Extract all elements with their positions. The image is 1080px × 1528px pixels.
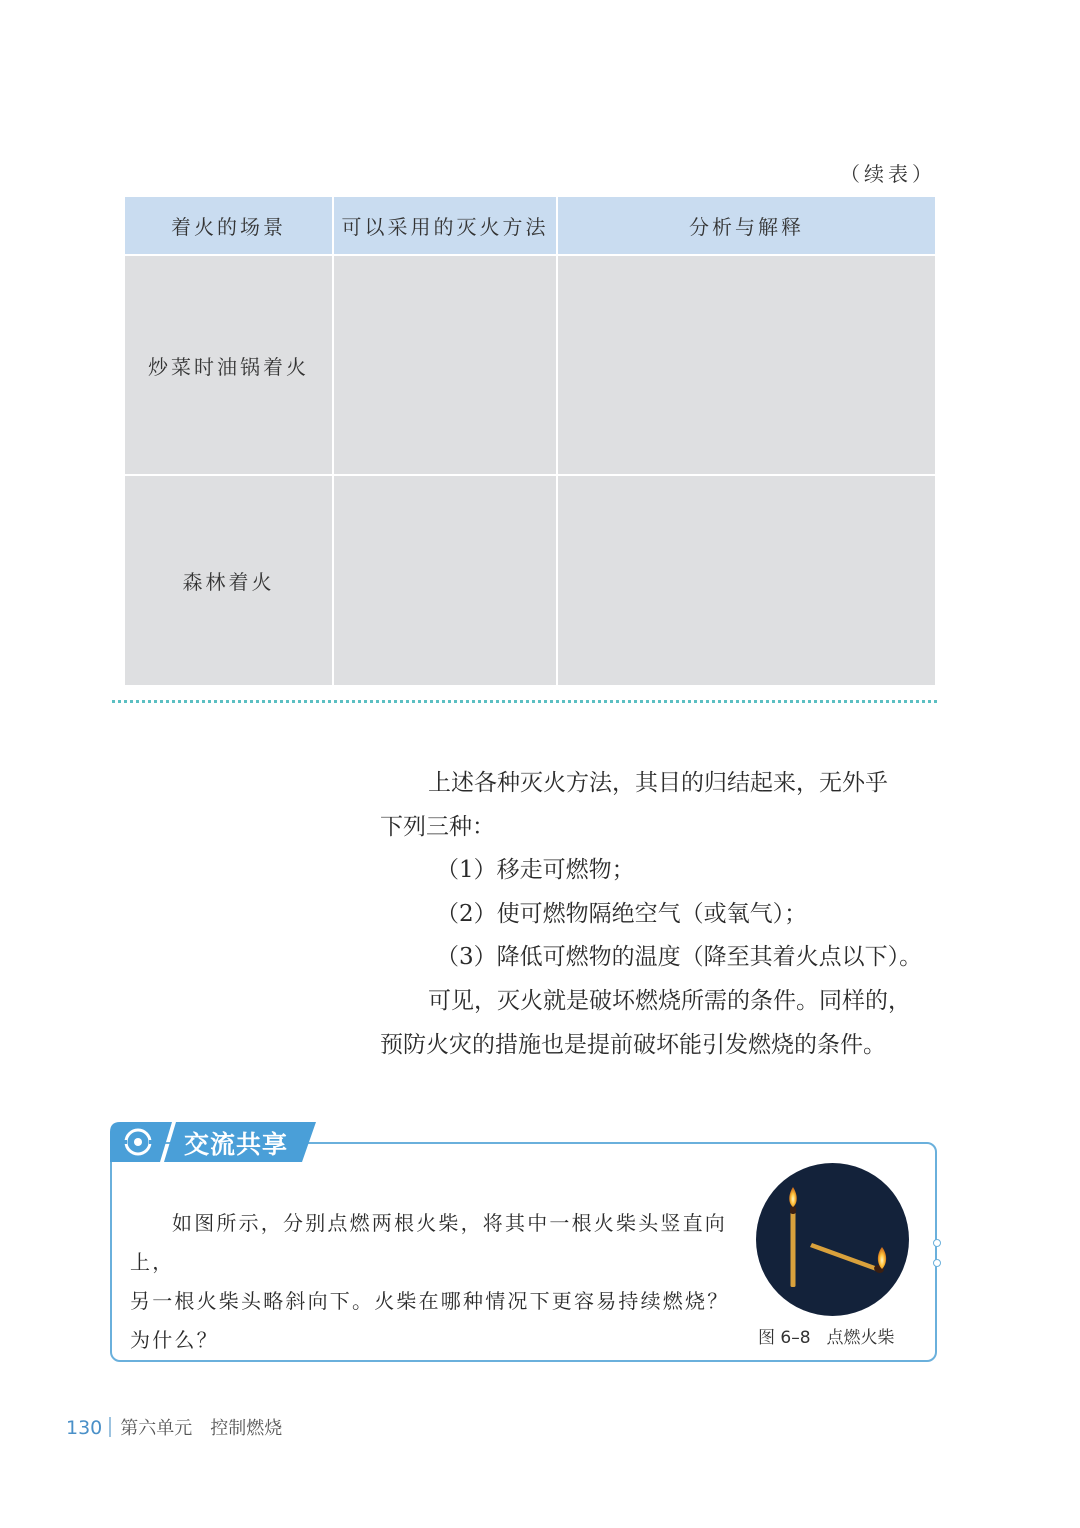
intro-line-2: 下列三种： [380,813,495,840]
figure-caption [758,1323,895,1348]
table-row [124,255,936,475]
unit-title: 控制燃烧 [210,1418,283,1439]
conclusion-line-2: 预防火灾的措施也是提前破坏能引发燃烧的条件。 [380,1031,886,1058]
header-method: 可以采用的灭火方法 [333,196,557,255]
cell-analysis-blank [557,255,936,475]
lit-matches-figure [756,1163,909,1316]
share-text-line-1: 如图所示，分别点燃两根火柴，将其中一根火柴头竖直向上， [130,1211,727,1274]
decorative-dot [933,1259,941,1267]
cell-method-blank [333,475,557,686]
list-item: （1）移走可燃物； [436,857,635,884]
list-item: （2）使可燃物隔绝空气（或氧气）； [436,900,808,927]
conclusion-line-1: 可见，灭火就是破坏燃烧所需的条件。同样的， [428,987,911,1014]
header-scene: 着火的场景 [124,196,333,255]
share-text-line-3: 为什么？ [130,1328,219,1352]
cell-scene: 炒菜时油锅着火 [124,255,333,475]
table-header-row [124,196,936,255]
list-item: （3）降低可燃物的温度（降至其着火点以下）。 [436,944,923,971]
figure-title: 点燃火柴 [826,1328,895,1348]
cell-method-blank [333,255,557,475]
page-footer [66,1414,282,1440]
table-row [124,475,936,686]
continued-table-label: （续表） [840,162,936,186]
intro-line-1: 上述各种灭火方法，其目的归结起来，无外乎 [428,770,888,796]
unit-label: 第六单元 [120,1418,193,1439]
cell-scene: 森林着火 [124,475,333,686]
share-title: 交流共享 [184,1130,289,1159]
footer-divider [109,1417,111,1437]
header-analysis: 分析与解释 [557,196,936,255]
figure-number: 图 6–8 [758,1328,811,1348]
decorative-dot [933,1239,941,1247]
page-number: 130 [66,1417,103,1439]
dotted-divider [112,700,937,703]
body-paragraphs [380,762,945,1067]
share-question [130,1204,735,1360]
cell-analysis-blank [557,475,936,686]
fire-extinguishing-table [123,195,937,687]
share-text-line-2: 另一根火柴头略斜向下。火柴在哪种情况下更容易持续燃烧？ [130,1289,730,1313]
share-header [110,1122,320,1162]
